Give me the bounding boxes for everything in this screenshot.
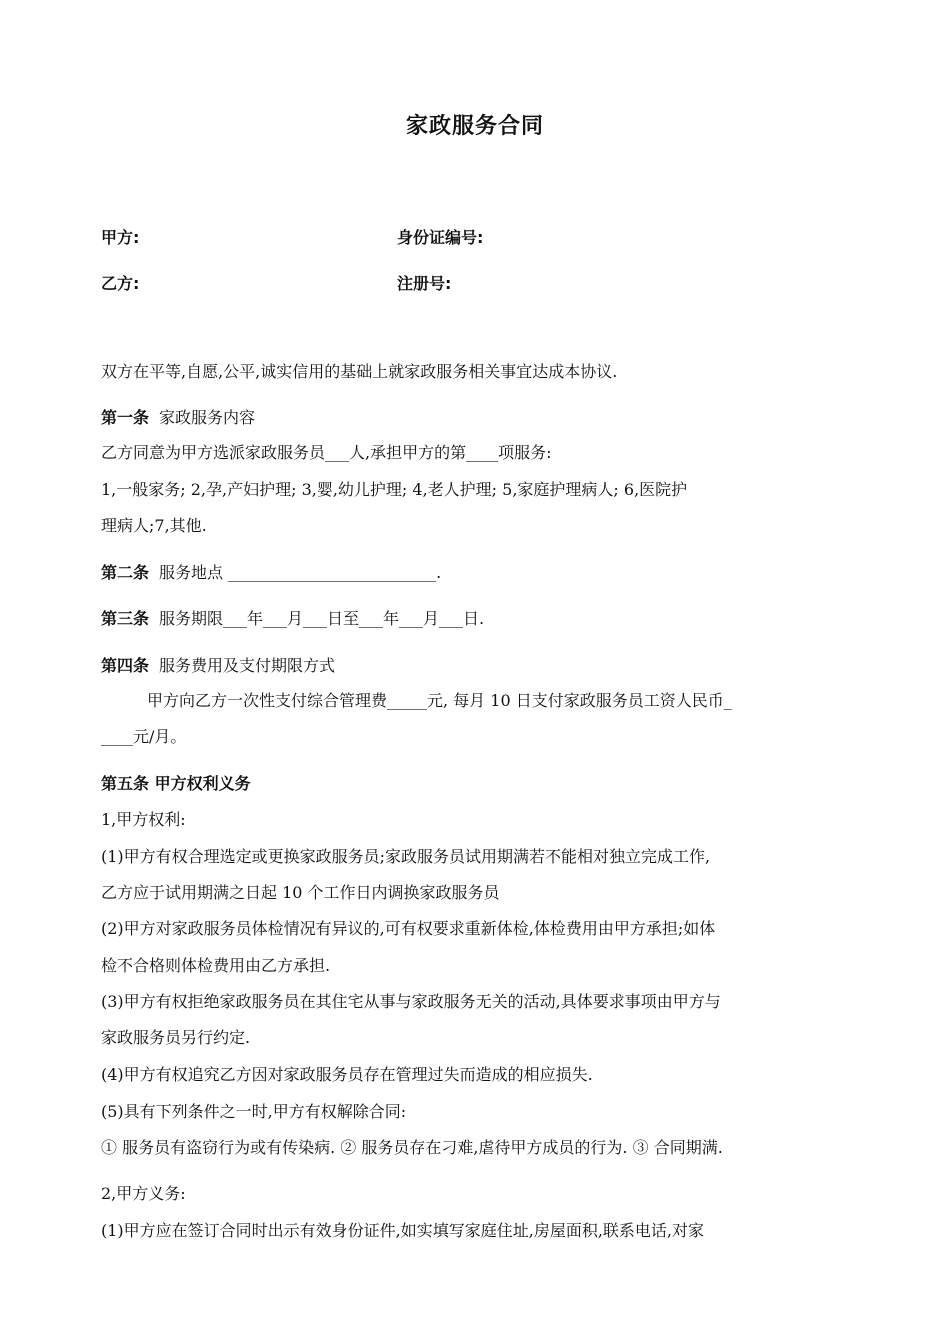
- party-b-label: 乙方:: [101, 274, 140, 293]
- article-4-title: 服务费用及支付期限方式: [159, 656, 336, 675]
- article-2-text: 服务地点 __________________________.: [159, 563, 442, 582]
- article-5-title: 第五条 甲方权利义务: [101, 774, 251, 793]
- article-1-number: 第一条: [101, 408, 150, 427]
- article-4-heading-line: [101, 656, 335, 676]
- article-1-line-3: 理病人;7,其他.: [101, 516, 207, 535]
- article-2-line: [101, 563, 441, 583]
- article-1-title: 家政服务内容: [159, 408, 256, 427]
- article-3-number: 第三条: [101, 609, 150, 628]
- right-5: (5)具有下列条件之一时,甲方有权解除合同:: [101, 1102, 407, 1121]
- id-number-label: 身份证编号:: [397, 228, 484, 247]
- article-1-line-1: 乙方同意为甲方选派家政服务员___人,承担甲方的第____项服务:: [101, 443, 552, 462]
- article-4-line-1: 甲方向乙方一次性支付综合管理费_____元, 每月 10 日支付家政服务员工资人民币_: [147, 691, 732, 710]
- article-1-heading-line: [101, 408, 255, 428]
- article-5-heading: [101, 774, 261, 794]
- right-1-line-1: (1)甲方有权合理选定或更换家政服务员;家政服务员试用期满若不能相对独立完成工作,: [101, 847, 711, 866]
- right-3-line-2: 家政服务员另行约定.: [101, 1028, 251, 1047]
- article-3-line: [101, 609, 484, 629]
- right-3-line-1: (3)甲方有权拒绝家政服务员在其住宅从事与家政服务无关的活动,具体要求事项由甲方与: [101, 992, 721, 1011]
- registration-number-label: 注册号:: [397, 274, 452, 293]
- right-4: (4)甲方有权追究乙方因对家政服务员存在管理过失而造成的相应损失.: [101, 1065, 593, 1084]
- party-a-label: 甲方:: [101, 228, 140, 247]
- duty-1-line-1: (1)甲方应在签订合同时出示有效身份证件,如实填写家庭住址,房屋面积,联系电话,对家: [101, 1221, 705, 1240]
- party-a-duties-title: 2,甲方义务:: [101, 1184, 186, 1203]
- right-2-line-1: (2)甲方对家政服务员体检情况有异议的,可有权要求重新体检,体检费用由甲方承担;如体: [101, 919, 716, 938]
- right-5-conditions: ① 服务员有盗窃行为或有传染病. ② 服务员存在刁难,虐待甲方成员的行为. ③ 合同期满.: [101, 1138, 723, 1157]
- right-2-line-2: 检不合格则体检费用由乙方承担.: [101, 956, 331, 975]
- article-1-line-2: 1,一般家务; 2,孕,产妇护理; 3,婴,幼儿护理; 4,老人护理; 5,家庭护理病人; 6,医院护: [101, 480, 688, 499]
- article-3-text: 服务期限___年___月___日至___年___月___日.: [159, 609, 485, 628]
- article-4-line-2: ____元/月。: [101, 727, 187, 746]
- right-1-line-2: 乙方应于试用期满之日起 10 个工作日内调换家政服务员: [101, 883, 500, 902]
- article-2-number: 第二条: [101, 563, 150, 582]
- party-a-rights-title: 1,甲方权利:: [101, 810, 186, 829]
- article-4-number: 第四条: [101, 656, 150, 675]
- page-title: 家政服务合同: [405, 114, 544, 139]
- intro-paragraph: 双方在平等,自愿,公平,诚实信用的基础上就家政服务相关事宜达成本协议.: [101, 362, 618, 381]
